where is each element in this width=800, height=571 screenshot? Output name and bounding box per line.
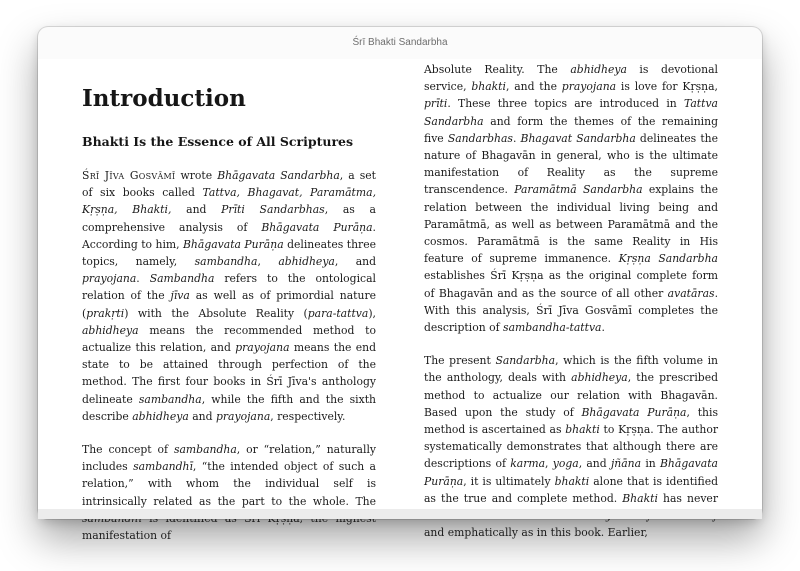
- text-run: , as a comprehensive analysis of: [82, 203, 376, 234]
- text-run: delineates three topics, namely,: [82, 237, 376, 269]
- italic-run: jñāna: [610, 457, 642, 471]
- reader-window: [38, 27, 762, 543]
- italic-run: Bhāgavata Purāṇa: [581, 405, 687, 419]
- text-run: , or “relation,” naturally includes: [82, 443, 376, 474]
- text-run: to Kṛṣṇa. The author systematically demonstrates that although there are descriptions of: [424, 423, 718, 471]
- text-run: , while the fifth and the sixth describe: [82, 392, 376, 423]
- italic-run: prīti: [424, 97, 448, 111]
- text-run: alone that is identified as the true and complete method.: [424, 474, 718, 505]
- text-run: , and: [334, 255, 377, 269]
- italic-run: abhidheya: [82, 323, 139, 337]
- paragraph: [82, 441, 376, 544]
- text-run: .: [601, 321, 605, 335]
- text-run: ,: [257, 255, 279, 269]
- italic-run: Bhakti: [622, 491, 658, 505]
- text-run: .: [512, 131, 521, 145]
- text-run: means the end state to be attained through perfection of the method. The first four books in Śrī Jīva's anthology delineate: [82, 341, 376, 406]
- italic-run: jīva: [170, 289, 190, 303]
- text-run: , and the: [505, 80, 562, 94]
- italic-run: abhidheya: [278, 255, 335, 269]
- text-run: manifestation of: [82, 529, 171, 543]
- italic-run: prayojana: [215, 409, 271, 423]
- paragraph: [82, 167, 376, 425]
- text-run: , which is the fifth volume in the anthology, deals with: [424, 354, 718, 385]
- italic-run: prayojana: [82, 272, 137, 286]
- text-run: and emphatically as in this book. Earlier,: [424, 526, 648, 540]
- text-run: . With this analysis, Śrī Jīva Gosvāmī completes the description of: [424, 286, 718, 335]
- italic-run: prakṛti: [86, 306, 125, 320]
- text-run: The present: [424, 354, 496, 368]
- text-run: and: [188, 409, 216, 423]
- text-run: , “the intended object of such a relation,” with whom the individual self is intrinsically related as the part to the whole. The: [82, 460, 376, 508]
- italic-run: yoga: [552, 457, 579, 471]
- right-paragraphs: [424, 61, 718, 541]
- italic-run: sambandha: [173, 443, 237, 457]
- window-bottom-edge: [38, 509, 762, 519]
- text-run: ),: [368, 306, 376, 320]
- left-column: [82, 59, 376, 544]
- text-run: , and: [578, 457, 611, 471]
- italic-run: Sandarbha: [495, 354, 556, 368]
- window-title: Śrī Bhakti Sandarbha: [352, 37, 448, 48]
- italic-run: Bhāgavata Purāṇa: [424, 457, 718, 488]
- text-run: .: [136, 272, 150, 286]
- text-run: explains the relation between the individual living being and Paramātmā, as well as between Paramātmā and the cosmos. Paramātmā is the same Reality in His feature of supreme immanence.: [424, 183, 718, 266]
- italic-run: Sambandha: [149, 272, 215, 286]
- italic-run: Bhāgavata Sandarbha: [217, 169, 340, 182]
- text-run: . These three topics are introduced in: [447, 97, 684, 111]
- italic-run: Paramātmā Sandarbha: [514, 183, 643, 197]
- italic-run: sambandha: [194, 255, 258, 269]
- text-run: delineates the nature of Bhagavān in general, who is the ultimate manifestation of Reality as the supreme transcendence.: [424, 131, 718, 197]
- italic-run: bhakti: [565, 423, 600, 437]
- italic-run: Kṛṣṇa Sandarbha: [618, 252, 718, 266]
- text-run: Absolute Reality. The: [424, 63, 571, 76]
- italic-run: karma: [510, 457, 546, 471]
- italic-run: Bhagavat Sandarbha: [520, 131, 636, 145]
- italic-run: prayojana: [235, 341, 290, 355]
- italic-run: Sandarbhas: [447, 131, 513, 145]
- section-heading: Bhakti Is the Essence of All Scriptures: [82, 134, 354, 149]
- italic-run: avatāras: [667, 286, 715, 300]
- italic-run: para-tattva: [307, 306, 369, 320]
- italic-run: Tattva, Bhagavat, Paramātma, Kṛṣṇa, Bhakti,: [82, 186, 376, 217]
- italic-run: Bhāgavata Purāṇa: [261, 220, 373, 234]
- italic-run: Tattva Sandarbha: [424, 97, 718, 128]
- text-run: , the prescribed method to actualize our relation with Bhagavān. Based upon the study of: [424, 371, 718, 419]
- text-run: is devotional service,: [424, 63, 718, 94]
- text-run: is love for Kṛṣṇa,: [616, 80, 718, 94]
- italic-run: sambandha: [138, 392, 202, 406]
- text-run: means the recommended method to actualize this relation, and: [82, 323, 376, 355]
- text-run: The concept of: [82, 443, 174, 457]
- text-run: refers to the ontological relation of the: [82, 272, 376, 303]
- text-run: ) with the Absolute Reality (: [124, 306, 308, 320]
- chapter-title: Introduction: [82, 85, 246, 112]
- text-run: , respectively.: [270, 409, 346, 423]
- text-run: Śrī Jīva Gosvāmī: [82, 169, 176, 182]
- italic-run: Bhāgavata Purāṇa: [183, 237, 284, 251]
- italic-run: Prīti Sandarbhas: [221, 203, 325, 217]
- text-run: has never: [662, 491, 718, 505]
- italic-run: abhidheya: [570, 63, 627, 76]
- italic-run: abhidheya: [132, 409, 189, 423]
- left-paragraphs: [82, 167, 376, 544]
- italic-run: sambandha-tattva: [503, 321, 602, 335]
- book-page[interactable]: [38, 59, 762, 543]
- text-run: . According to him,: [82, 220, 376, 251]
- italic-run: bhakti: [554, 474, 590, 488]
- text-run: wrote: [175, 169, 218, 182]
- text-run: establishes Śrī Kṛṣṇa as the original complete form of Bhagavān and as the source of all other: [424, 269, 718, 300]
- italic-run: prayojana: [561, 80, 617, 94]
- italic-run: bhakti: [471, 80, 506, 94]
- text-run: as well as of primordial nature (: [82, 289, 376, 320]
- text-run: , this method is ascertained as: [424, 405, 718, 437]
- text-run: in: [641, 457, 660, 471]
- italic-run: abhidheya: [571, 371, 628, 385]
- text-run: ,: [545, 457, 553, 471]
- text-run: , it is ultimately: [463, 474, 555, 488]
- text-run: , a set of six books called: [82, 169, 376, 200]
- text-run: and form the themes of the remaining five: [424, 114, 718, 145]
- italic-run: sambandhī: [133, 460, 193, 474]
- paragraph: [424, 61, 718, 336]
- right-column: [424, 61, 718, 541]
- text-run: and: [171, 203, 222, 217]
